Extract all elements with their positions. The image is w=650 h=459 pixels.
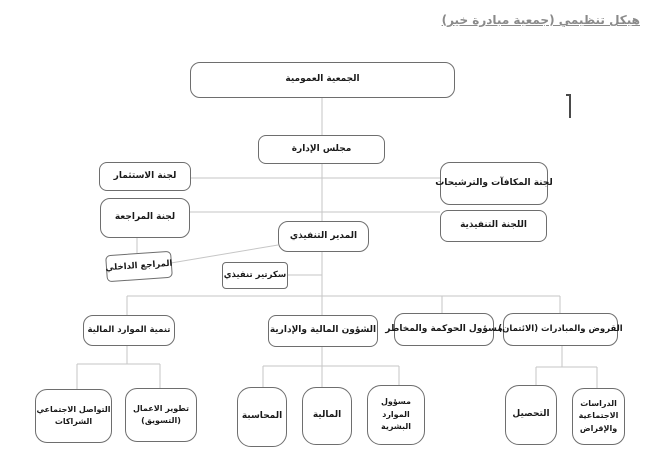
node-label: سكرتير تنفيذي <box>223 269 287 280</box>
node-executive-secretary <box>222 262 288 289</box>
node-executive-committee <box>440 210 547 242</box>
node-label: تطوير الاعمال <box>132 403 190 413</box>
node-accounting <box>237 387 287 447</box>
node-label: المالية <box>312 410 342 421</box>
node-label: التواصل الاجتماعي <box>36 404 111 414</box>
node-social-studies-lending <box>572 388 625 445</box>
node-label: التحصيل <box>512 409 550 420</box>
node-label: البشرية <box>381 422 411 432</box>
node-label: الدراسات <box>580 398 617 408</box>
node-label: اللجنة التنفيذية <box>460 220 527 231</box>
node-loans-initiatives-credit <box>498 313 623 346</box>
page-title: هيكل تنظيمي (جمعية مبادرة خير) <box>441 13 640 27</box>
node-financial-resources-development <box>83 315 175 346</box>
node-finance <box>302 387 352 445</box>
node-label: المحاسبة <box>241 411 283 422</box>
node-audit-committee <box>100 198 190 238</box>
node-label: (التسويق) <box>141 416 181 425</box>
node-label: الموارد <box>382 409 410 419</box>
node-label: مسؤول <box>380 397 412 407</box>
node-business-development-marketing <box>125 388 197 442</box>
node-executive-director <box>278 221 369 252</box>
node-label: مسؤول الحوكمة والمخاطر <box>385 323 503 334</box>
node-label: لجنة الاستثمار <box>113 170 177 181</box>
node-label: المراجع الداخلي <box>105 258 173 274</box>
node-investment-committee <box>99 162 191 191</box>
node-label: الاجتماعية <box>578 411 619 421</box>
node-collection <box>505 385 557 445</box>
vertical-line-mark <box>566 94 571 118</box>
node-general-assembly <box>190 62 455 98</box>
node-hr-officer <box>367 385 425 445</box>
node-internal-auditor <box>105 251 173 283</box>
node-label: تنمية الموارد المالية <box>87 324 171 335</box>
node-label: الشؤون المالية والإدارية <box>269 325 377 336</box>
node-governance-risk-officer <box>385 313 503 346</box>
node-label: المدير التنفيذي <box>289 230 358 241</box>
node-label: الشراكات <box>54 417 93 426</box>
node-label: الجمعية العمومية <box>285 74 360 85</box>
node-board-of-directors <box>258 135 385 164</box>
node-label: مجلس الإدارة <box>291 143 352 154</box>
node-label: لجنة المراجعة <box>114 212 176 223</box>
node-financial-admin-affairs <box>268 315 378 347</box>
node-label: القروض والمبادرات (الائتمان) <box>498 323 623 334</box>
node-label: لجنة المكافآت والترشيحات <box>435 177 553 188</box>
node-social-communication-partnerships <box>35 389 112 443</box>
node-remuneration-nominations-committee <box>435 162 553 205</box>
node-label: والإقراض <box>579 423 618 433</box>
